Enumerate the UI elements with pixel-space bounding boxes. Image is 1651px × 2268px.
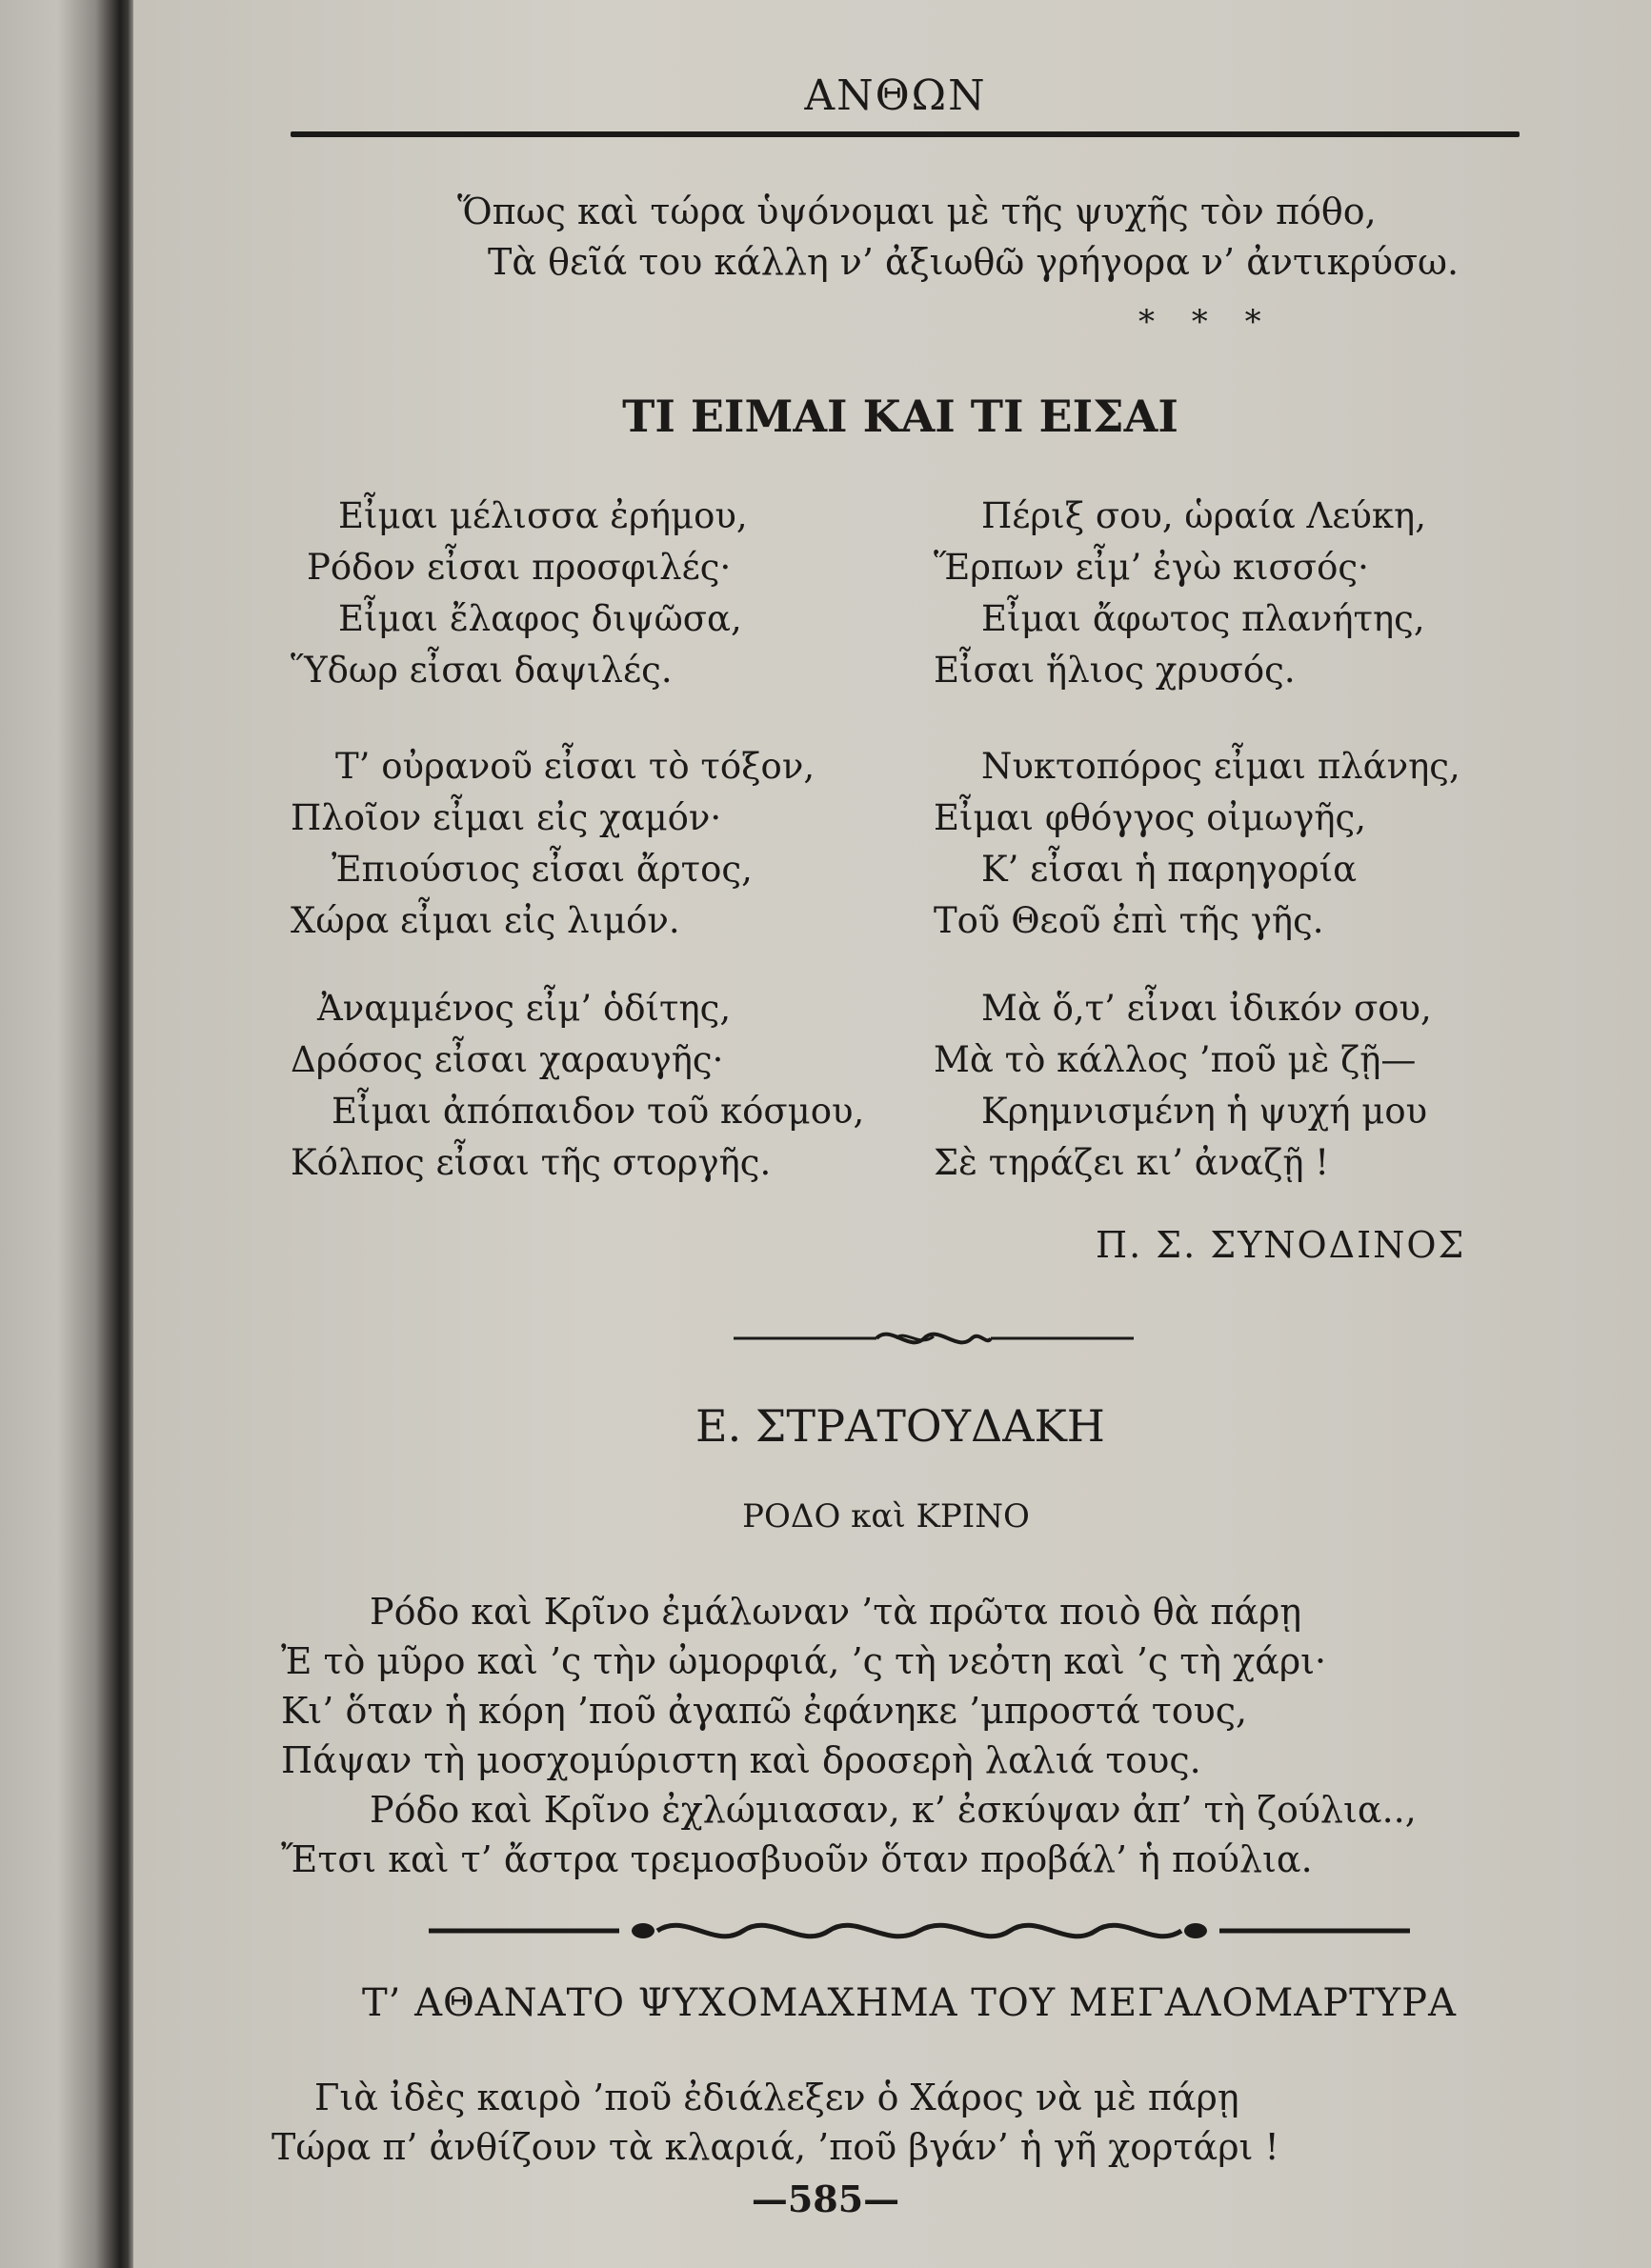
poem1-left-line: Ὕδωρ εἶσαι δαψιλές.	[291, 650, 673, 691]
poem1-right-line: Σὲ τηράζει κι’ ἀναζῇ !	[934, 1142, 1330, 1183]
poem2-line: Πάψαν τὴ μοσχομύριστη καὶ δροσερὴ λαλιά τους.	[281, 1739, 1201, 1781]
poem1-left-line: Εἶμαι μέλισσα ἐρήμου,	[338, 495, 748, 536]
section-stars: * * *	[1138, 303, 1275, 341]
poem2-author-heading: Ε. ΣΤΡΑΤΟΥΔΑΚΗ	[695, 1400, 1105, 1452]
ornament-divider	[734, 1319, 1134, 1357]
poem1-left-line: Κόλπος εἶσαι τῆς στοργῆς.	[291, 1142, 772, 1183]
poem3-line: Γιὰ ἰδὲς καιρὸ ’ποῦ ἐδιάλεξεν ὁ Χάρος νὰ μὲ πάρῃ	[314, 2077, 1239, 2118]
page-number: —585—	[751, 2178, 900, 2220]
poem3-line: Τώρα π’ ἀνθίζουν τὰ κλαριά, ’ποῦ βγάν’ ἡ γῆ χορτάρι !	[272, 2126, 1279, 2168]
ornament-divider	[429, 1910, 1410, 1948]
intro-line-2: Τὰ θεῖά του κάλλη ν’ ἀξιωθῶ γρήγορα ν’ ἀντικρύσω.	[488, 241, 1460, 283]
poem2-line: Ἔτσι καὶ τ’ ἄστρα τρεμοσβυοῦν ὅταν προβάλ’ ἡ πούλια.	[281, 1838, 1313, 1880]
poem1-right-line: Εἶμαι φθόγγος οἰμωγῆς,	[934, 797, 1367, 838]
poem1-left-line: Χώρα εἶμαι εἰς λιμόν.	[291, 900, 680, 941]
poem1-right-line: Νυκτοπόρος εἶμαι πλάνης,	[981, 746, 1460, 787]
poem1-left-line: Πλοῖον εἶμαι εἰς χαμόν·	[291, 797, 722, 838]
poem1-right-line: Εἶμαι ἄφωτος πλανήτης,	[981, 598, 1425, 639]
running-header-title: ΑΝΘΩΝ	[804, 71, 987, 120]
poem1-right-line: Τοῦ Θεοῦ ἐπὶ τῆς γῆς.	[934, 900, 1324, 941]
poem2-title: ΡΟΔΟ καὶ ΚΡΙΝΟ	[742, 1497, 1030, 1535]
poem1-author: Π. Σ. ΣΥΝΟΔΙΝΟΣ	[1096, 1224, 1466, 1266]
poem3-title: Τ’ ΑΘΑΝΑΤΟ ΨΥΧΟΜΑΧΗΜΑ ΤΟΥ ΜΕΓΑΛΟΜΑΡΤΥΡΑ	[362, 1981, 1457, 2025]
poem2-line: Ἐ τὸ μῦρο καὶ ’ς τὴν ὠμορφιά, ’ς τὴ νεὀτη καὶ ’ς τὴ χάρι·	[281, 1640, 1327, 1682]
poem1-right-line: Πέριξ σου, ὡραία Λεύκη,	[981, 495, 1426, 536]
poem2-line: Κι’ ὅταν ἡ κόρη ’ποῦ ἀγαπῶ ἐφάνηκε ’μπροστά τους,	[281, 1690, 1248, 1732]
poem1-left-line: Ρόδον εἶσαι προσφιλές·	[307, 547, 732, 588]
poem1-right-line: Μὰ τὸ κάλλος ’ποῦ μὲ ζῇ—	[934, 1039, 1417, 1080]
poem1-right-line: Κρημνισμένη ἡ ψυχή μου	[981, 1091, 1428, 1132]
poem2-line: Ρόδο καὶ Κρῖνο ἐχλώμιασαν, κ’ ἐσκύψαν ἀπ’ τὴ ζούλια..,	[370, 1789, 1417, 1831]
poem1-left-line: Εἶμαι ἔλαφος διψῶσα,	[338, 598, 742, 639]
poem1-title: ΤΙ ΕΙΜΑΙ ΚΑΙ ΤΙ ΕΙΣΑΙ	[622, 391, 1178, 442]
poem1-left-line: Ἐπιούσιος εἶσαι ἄρτος,	[332, 849, 753, 890]
header-rule	[291, 131, 1520, 137]
poem1-left-line: Εἶμαι ἀπόπαιδον τοῦ κόσμου,	[332, 1091, 865, 1132]
poem1-right-line: Μὰ ὅ,τ’ εἶναι ἰδικόν σου,	[981, 988, 1432, 1029]
poem1-left-line: Ἀναμμένος εἶμ’ ὁδίτης,	[317, 988, 732, 1029]
poem2-line: Ρόδο καὶ Κρῖνο ἐμάλωναν ’τὰ πρῶτα ποιὸ θὰ πάρῃ	[370, 1591, 1302, 1633]
poem1-right-line: Κ’ εἶσαι ἡ παρηγορία	[981, 849, 1358, 890]
intro-line-1: Ὅπως καὶ τώρα ὑψόνομαι μὲ τῆς ψυχῆς τὸν πόθο,	[457, 191, 1377, 232]
poem1-right-line: Ἕρπων εἶμ’ ἐγὼ κισσός·	[934, 547, 1369, 588]
poem1-right-line: Εἶσαι ἥλιος χρυσός.	[934, 650, 1296, 691]
poem1-left-line: Τ’ οὐρανοῦ εἶσαι τὸ τόξον,	[335, 746, 815, 787]
poem1-left-line: Δρόσος εἶσαι χαραυγῆς·	[291, 1039, 724, 1080]
book-gutter	[0, 0, 133, 2268]
